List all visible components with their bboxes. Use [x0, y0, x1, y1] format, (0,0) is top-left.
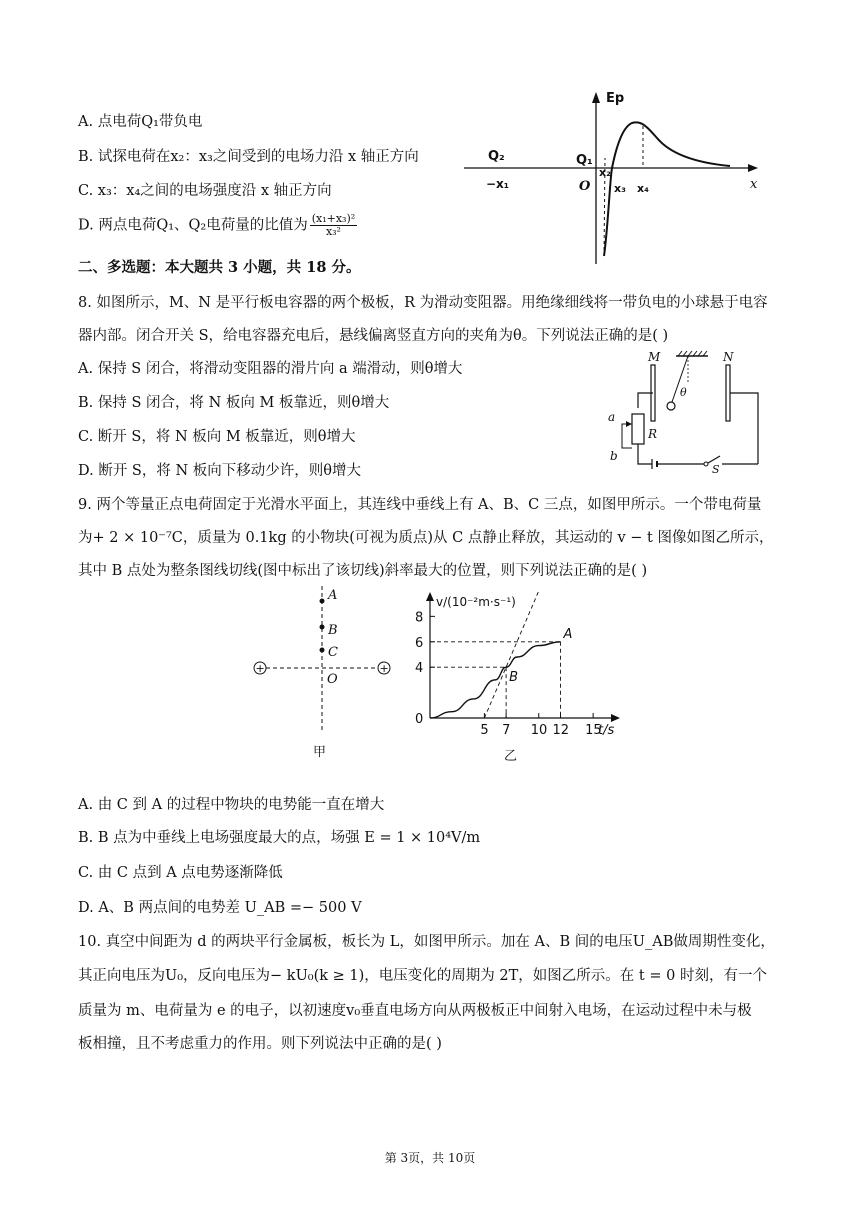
t-tick-label: 12	[552, 723, 570, 738]
t-tick-label: 15	[585, 723, 602, 738]
v-tick-label: 0	[415, 712, 424, 727]
velocity-curve	[430, 642, 561, 718]
ep-x-graph	[462, 88, 767, 268]
t-axis-arrow	[611, 714, 620, 722]
tangent-line	[484, 591, 538, 718]
q9-option-c: C. 由 C 点到 A 点电势逐渐降低	[78, 865, 283, 881]
q7-option-d	[78, 213, 359, 238]
v-axis-arrow	[426, 592, 434, 601]
t-axis-label: t/s	[598, 723, 615, 738]
q7-option-b: B. 试探电荷在x₂：x₃之间受到的电场力沿 x 轴正方向	[78, 149, 419, 165]
q9-stem-line-2: 为+ 2 × 10⁻⁷C，质量为 0.1kg 的小物块(可视为质点)从 C 点静止释放，其运动的 v − t 图像如图乙所示，	[78, 530, 774, 546]
x3-label: x₃	[614, 182, 626, 195]
section-heading: 二、多选题：本大题共 3 小题，共 18 分。	[78, 259, 361, 276]
q8-option-a: A. 保持 S 闭合，将滑动变阻器的滑片向 a 端滑动，则θ增大	[78, 361, 463, 377]
point-a-label: A	[328, 588, 338, 603]
v-axis-label: v/(10⁻²m·s⁻¹)	[436, 595, 516, 609]
rheostat-r-label: R	[648, 427, 658, 441]
q8-option-b: B. 保持 S 闭合，将 N 板向 M 板靠近，则θ增大	[78, 395, 390, 411]
q2-label: Q₂	[488, 149, 505, 164]
page-footer: 第 3页，共 10页	[384, 1151, 476, 1165]
x4-label: x₄	[637, 182, 649, 195]
q7-option-a: A. 点电荷Q₁带负电	[78, 114, 203, 130]
q9-stem-line-1: 9. 两个等量正点电荷固定于光滑水平面上，其连线中垂线上有 A、B、C 三点，如图甲所示。一个带电荷量	[78, 497, 762, 513]
v-tick-label: 4	[415, 661, 424, 677]
plate-m-label: M	[648, 350, 661, 364]
ep-axis-label: Ep	[606, 91, 625, 106]
q7-option-d-text: D. 两点电荷Q₁、Q₂电荷量的比值为	[78, 217, 308, 234]
point-c-label: C	[328, 645, 338, 660]
q9-option-d: D. A、B 两点间的电势差 U_AB =− 500 V	[78, 900, 362, 916]
ratio-denominator: x₃²	[325, 225, 341, 238]
q9-stem-line-3: 其中 B 点处为整条图线切线(图中标出了该切线)斜率最大的位置，则下列说法正确的是( )	[78, 563, 648, 579]
q10-stem-line-3: 质量为 m、电荷量为 e 的电子，以初速度v₀垂直电场方向从两极板正中间射入电场，在运动过程中未与极	[78, 1003, 752, 1019]
t-tick-label: 7	[502, 723, 511, 738]
left-charge-plus: +	[255, 662, 265, 675]
capacitor-circuit-diagram	[596, 348, 766, 473]
point-b-marker-label: B	[509, 670, 519, 686]
figure-jia-caption: 甲	[313, 745, 327, 760]
t-tick-label: 5	[480, 723, 489, 738]
t-tick-label: 10	[530, 723, 548, 738]
point-b-label: B	[328, 623, 338, 638]
q7-option-c: C. x₃：x₄之间的电场强度沿 x 轴正方向	[78, 183, 332, 199]
switch-s-label: S	[712, 463, 720, 473]
q9-option-b: B. B 点为中垂线上电场强度最大的点，场强 E = 1 × 10⁴V/m	[78, 830, 481, 846]
ratio-fraction	[310, 213, 357, 238]
figure-yi-caption: 乙	[504, 749, 518, 764]
q10-stem-line-4: 板相撞，且不考虑重力的作用。则下列说法中正确的是( )	[78, 1036, 442, 1052]
q8-stem-line-1: 8. 如图所示，M、N 是平行板电容器的两个极板，R 为滑动变阻器。用绝缘细线将一带负电的小球悬于电容	[78, 295, 768, 311]
q8-stem-line-2: 器内部。闭合开关 S，给电容器充电后，悬线偏离竖直方向的夹角为θ。下列说法正确的是( )	[78, 328, 669, 344]
q10-stem-line-2: 其正向电压为U₀，反向电压为− kU₀(k ≥ 1)，电压变化的周期为 2T，如图乙所示。在 t = 0 时刻，有一个	[78, 968, 767, 984]
v-t-chart	[404, 590, 624, 768]
x-axis-label: x	[750, 177, 758, 192]
v-tick-label: 6	[415, 635, 424, 651]
q1-label: Q₁	[576, 153, 593, 168]
neg-x1-label: −x₁	[486, 177, 510, 191]
x2-label: x₂	[599, 166, 611, 179]
point-o-label: O	[327, 672, 338, 687]
theta-label: θ	[680, 386, 687, 399]
plate-n-label: N	[723, 350, 734, 364]
ratio-numerator: (x₁+x₃)²	[311, 212, 356, 225]
terminal-a-label: a	[608, 410, 616, 424]
terminal-b-label: b	[610, 449, 618, 463]
q8-option-c: C. 断开 S，将 N 板向 M 板靠近，则θ增大	[78, 429, 356, 445]
point-a-marker-label: A	[563, 626, 573, 642]
right-charge-plus: +	[379, 662, 389, 675]
origin-label: O	[579, 179, 591, 194]
v-tick-label: 8	[415, 610, 424, 626]
q8-option-d: D. 断开 S，将 N 板向下移动少许，则θ增大	[78, 463, 362, 479]
q9-option-a: A. 由 C 到 A 的过程中物块的电势能一直在增大	[78, 797, 385, 813]
q10-stem-line-1: 10. 真空中间距为 d 的两块平行金属板，板长为 L，如图甲所示。加在 A、B 间的电压U_AB做周期性变化，	[78, 934, 775, 950]
charge-layout-diagram	[248, 582, 398, 762]
